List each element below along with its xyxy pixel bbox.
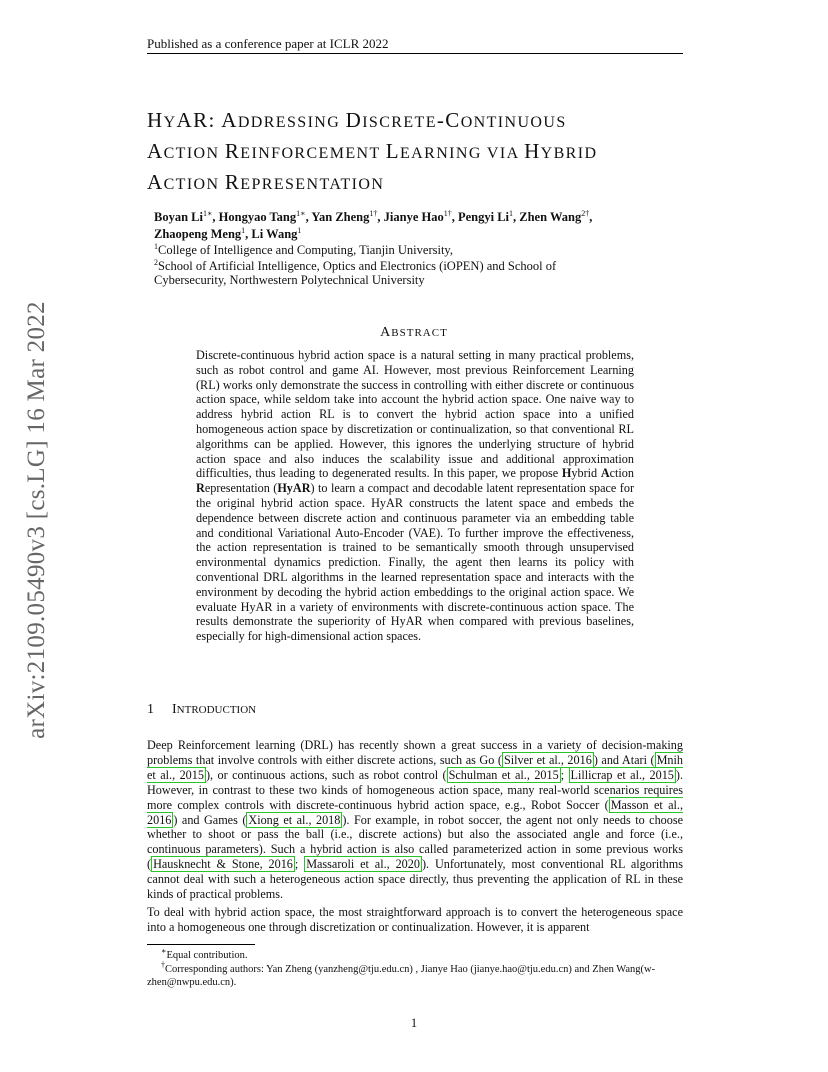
citation-link[interactable]: Mnih et al., 2015 <box>147 752 683 782</box>
citation-link[interactable]: Lillicrap et al., 2015 <box>570 767 674 782</box>
citation-link[interactable]: Xiong et al., 2018 <box>248 812 341 827</box>
page-number: 1 <box>410 1016 418 1030</box>
author-name: Boyan Li <box>154 210 203 224</box>
author-name: Li Wang <box>251 227 298 241</box>
citation-link[interactable]: Massaroli et al., 2020 <box>306 857 420 872</box>
abstract-text: Discrete-continuous hybrid action space is a natural setting in many practical problems, such as robot control and game AI. However, most previous Reinforcement Learning (RL) works only demonstrate the success in controlling with either discrete or continuous action space, while seldom take into account the hybrid action space. One naive way to address hybrid action RL is to convert the hybrid action space into a unified homogeneous action space by discretization or continualization, so that conventional RL algorithms can be applied. However, this ignores the underlying structure of hybrid action space and also induces the scalability issue and additional approximation difficulties, thus leading to degenerated results. In this paper, we propose Hybrid Action Representation (HyAR) to learn a compact and decodable latent representation space for the original hybrid action space. HyAR constructs the latent space and embeds the dependence between discrete action and continuous parameter via an embedding table and conditional Variational Auto-Encoder (VAE). To further improve the effectiveness, the action representation is trained to be semantically smooth through unsupervised environmental dynamics prediction. Finally, the agent then learns its policy with conventional DRL algorithms in the learned representation space and interacts with the environment by decoding the hybrid action embeddings to the original action space. We evaluate HyAR in a variety of environments with discrete-continuous action space. The results demonstrate the superiority of HyAR when compared with previous baselines, especially for high-dimensional action spaces. <box>196 348 635 644</box>
title-line-1: HYAR: ADDRESSING DISCRETE-CONTINUOUS <box>147 108 567 132</box>
citation-link[interactable]: Silver et al., 2016 <box>503 752 592 767</box>
author-sup: 1† <box>369 208 378 218</box>
running-header: Published as a conference paper at ICLR 2022 <box>147 36 389 51</box>
footnote-rule <box>147 944 255 945</box>
footnote-2: †Corresponding authors: Yan Zheng (yanzheng@tju.edu.cn) , Jianye Hao (jianye.hao@tju.edu.cn) and Zhen Wang(w-zhen@nwpu.edu.cn). <box>147 960 656 988</box>
citation-link[interactable]: Schulman et al., 2015 <box>448 767 559 782</box>
author-sup: 1∗ <box>202 208 213 218</box>
footnotes <box>147 946 683 990</box>
author-name: Pengyi Li <box>457 210 510 224</box>
affiliation-1: $^1$College of Intelligence and Computing, Tianjin University, <box>154 241 453 257</box>
author-list: Boyan $Li^{1∗}$, Hongyao Tang$^{1∗}$, Yan Zheng$^{1\dagger}$, Jianye Hao$^{1\dagger}$, Pengyi Li$^1$, Zhen Wang$^{2\dagger}$, Zhaopeng Meng$^1$, Li Wang$^1$ <box>154 208 593 241</box>
author-name: Jianye Hao <box>383 210 444 224</box>
author-name: Hongyao Tang <box>218 210 297 224</box>
citation-link[interactable]: Masson et al., 2016 <box>147 797 684 827</box>
author-sup: 2† <box>581 208 590 218</box>
author-name: Yan Zheng <box>311 210 370 224</box>
affiliation-2: $^2$School of Artificial Intelligence, Optics and Electronics (iOPEN) and School of <box>154 257 557 273</box>
affiliation-2-cont: Cybersecurity, Northwestern Polytechnical University <box>154 273 425 287</box>
paper-title <box>147 106 707 199</box>
author-sup: 1 <box>241 225 246 235</box>
header-rule <box>147 53 683 54</box>
title-line-3: ACTION REPRESENTATION <box>147 170 385 194</box>
title-line-2: ACTION REINFORCEMENT LEARNING VIA HYBRID <box>147 139 598 163</box>
author-sup: 1 <box>509 208 514 218</box>
citation-link[interactable]: Hausknecht & Stone, 2016 <box>153 857 293 872</box>
arxiv-stamp[interactable]: arXiv:2109.05490v3 [cs.LG] 16 Mar 2022 <box>23 301 50 739</box>
author-name: Zhaopeng Meng <box>154 227 242 241</box>
author-name: Zhen Wang <box>519 210 582 224</box>
footnote-1: ∗Equal contribution. <box>161 946 248 961</box>
author-sup: 1† <box>443 208 452 218</box>
intro-paragraph-1: Deep Reinforcement learning (DRL) has recently shown a great success in a variety of decision-making problems that involve controls with either discrete actions, such as Go ( Silver et al., 2016 ) and Atari ( Mnih et al., 2015 ), or continuous actions, such as robot control ( Schulman et al., 2015 ; Lillicrap et al., 2015 ). However, in contrast to these two kinds of homogeneous action space, many real-world scenarios requires more complex controls with discrete-continuous hybrid action space, e.g., Robot Soccer ( Masson et al., 2016 ) and Games ( Xiong et al., 2018 ). For example, in robot soccer, the agent not only needs to choose whether to shoot or pass the ball (i.e., discrete actions) but also the associated angle and force (i.e., continuous parameters). Such a hybrid action is also called parameterized action in some previous works ( Hausknecht & Stone, 2016 ; Massaroli et al., 2020 ). Unfortunately, most conventional RL algorithms cannot deal with such a heterogeneous action space directly, thus preventing the application of RL in these kinds of practical problems. <box>147 738 684 902</box>
author-sup: 1 <box>297 225 302 235</box>
intro-paragraph-2: To deal with hybrid action space, the most straightforward approach is to convert the heterogeneous space into a homogeneous one through discretization or continualization. However, it is apparent <box>147 905 683 934</box>
section-heading-introduction: 1 INTRODUCTION <box>147 702 257 717</box>
abstract-heading: ABSTRACT <box>380 325 448 340</box>
author-sup: 1∗ <box>296 208 306 218</box>
